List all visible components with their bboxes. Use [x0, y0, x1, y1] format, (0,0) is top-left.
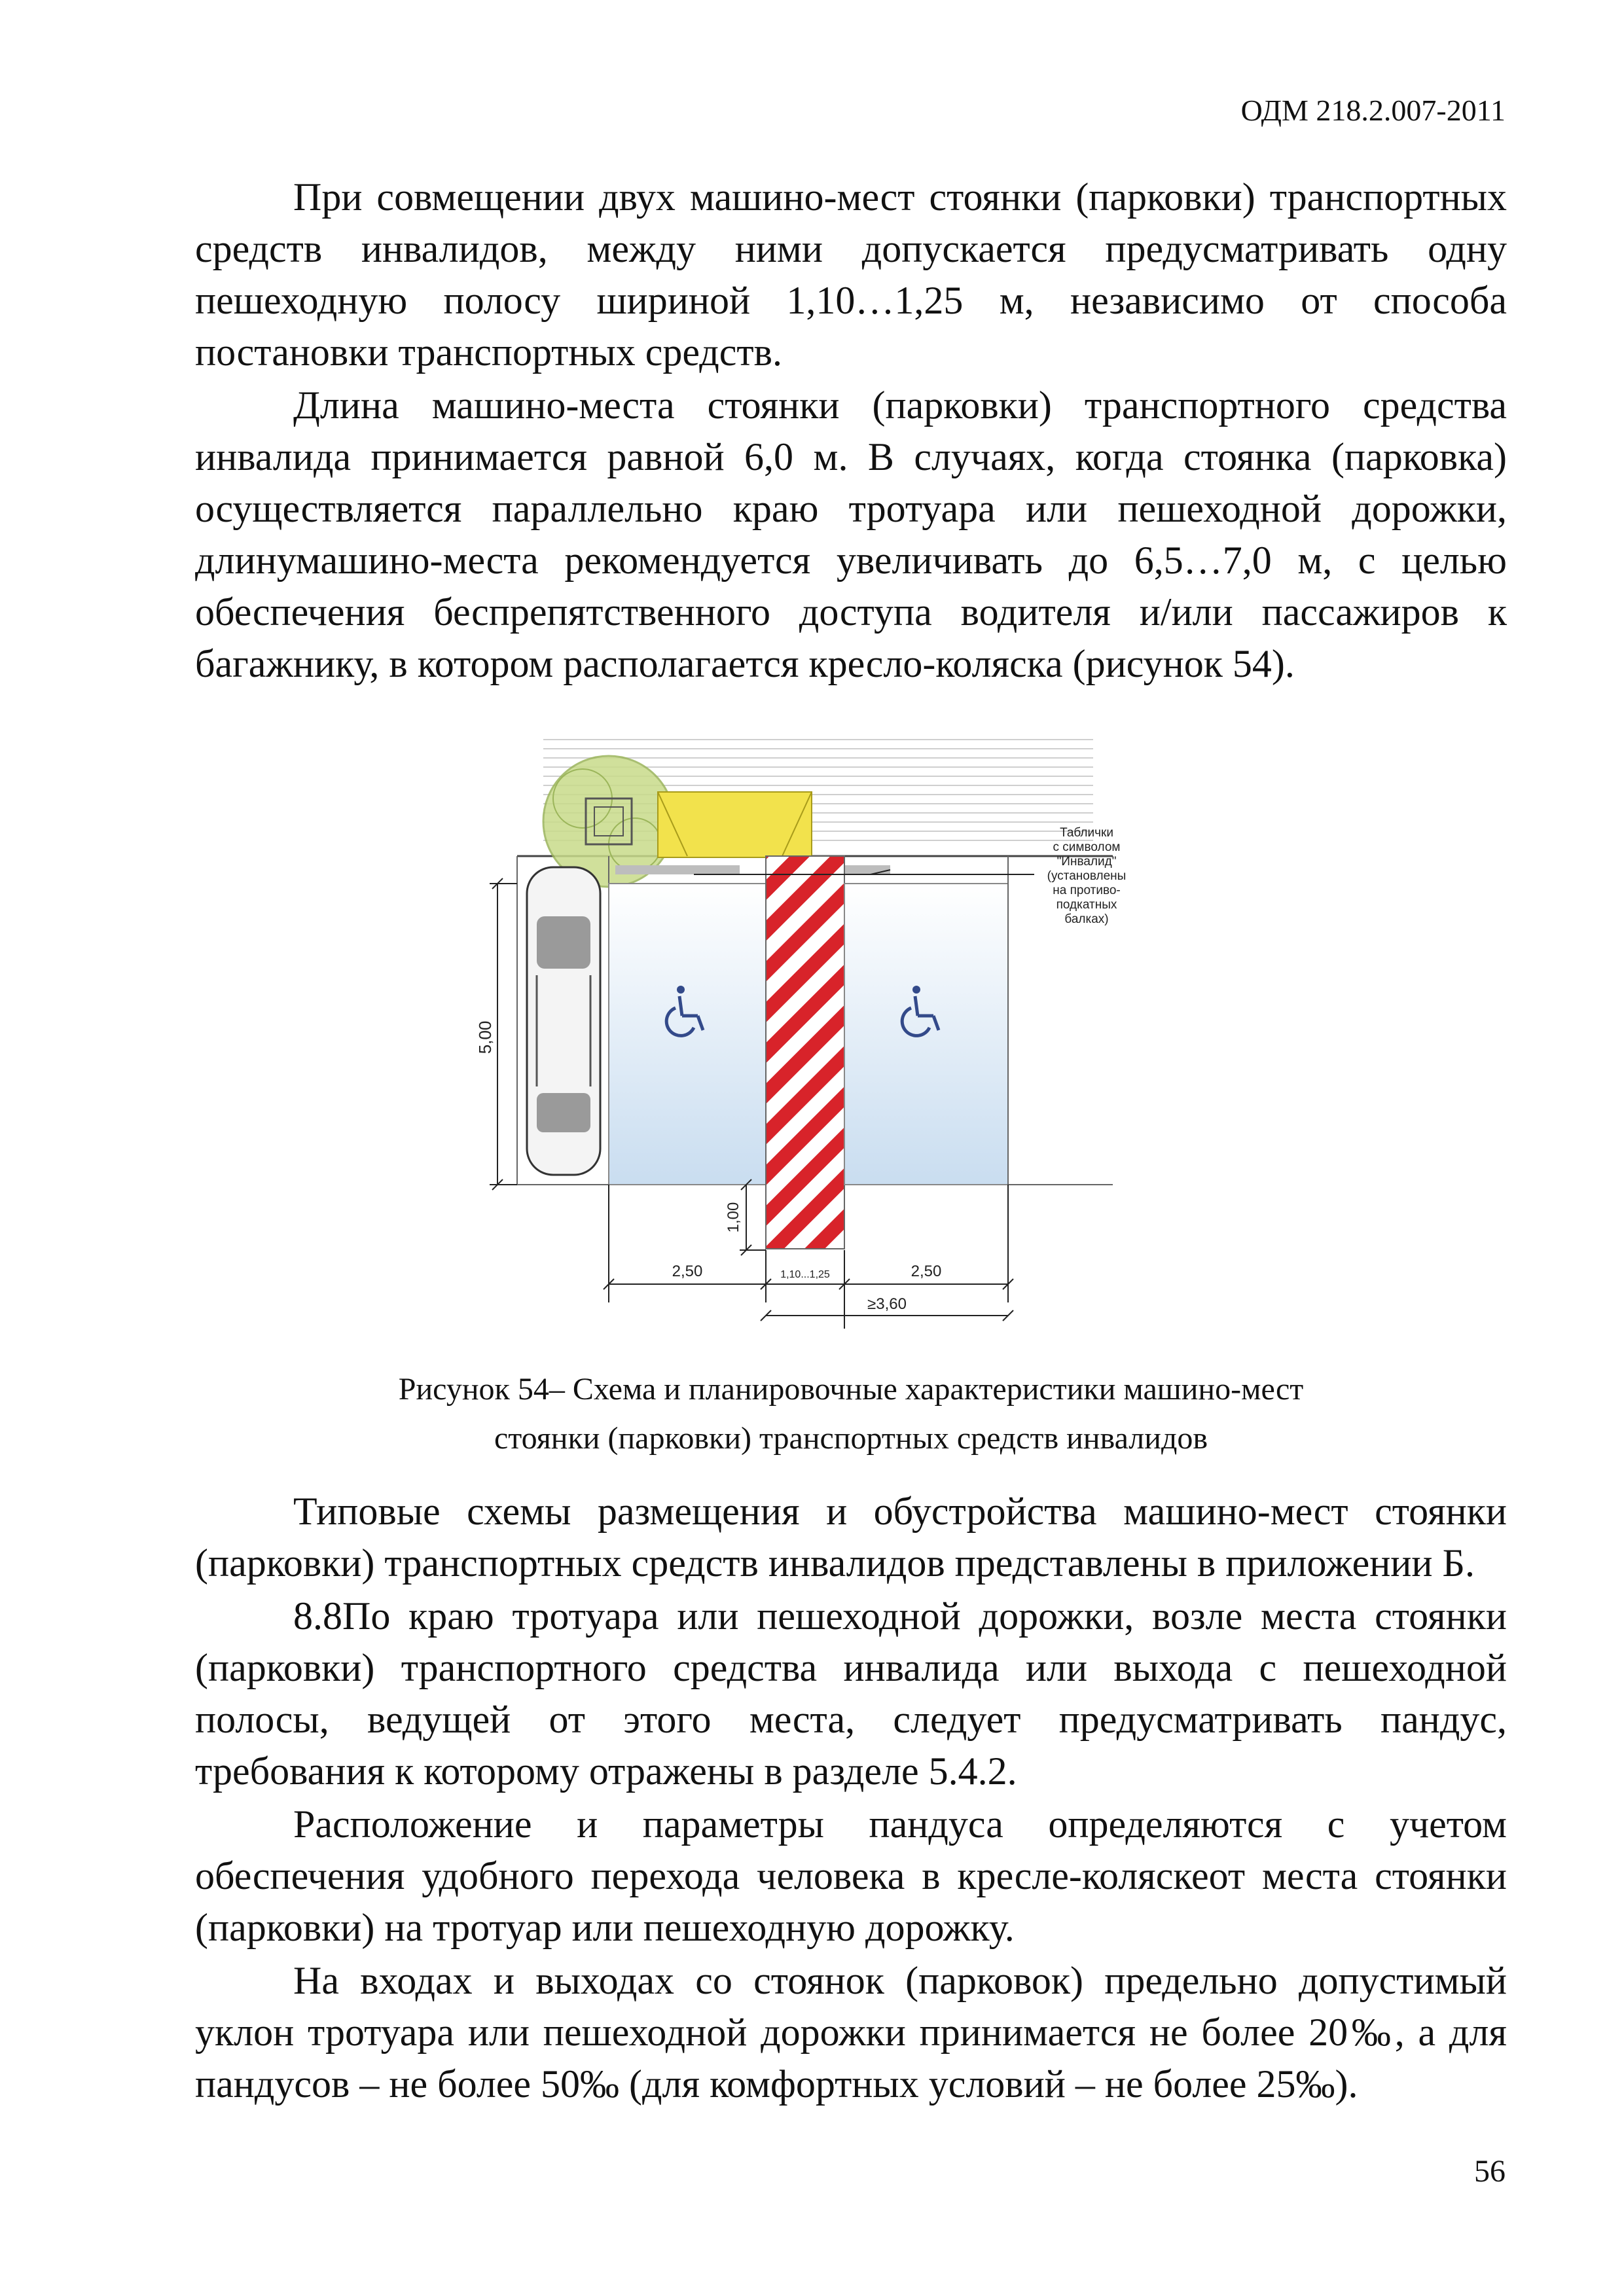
paragraph: Расположение и параметры пандуса определяются с учетом обеспечения удобного перехода человека в кресле-коляскеот места стоянки (парковки) на тротуар или пешеходную дорожку.	[195, 1803, 1507, 1949]
pedestrian-lane	[766, 856, 844, 1249]
parking-diagram	[471, 726, 1257, 1335]
caption-line: стоянки (парковки) транспортных средств инвалидов	[494, 1421, 1208, 1456]
document-code-header: ОДМ 218.2.007-2011	[1240, 94, 1506, 127]
dimension-label: 1,10...1,25	[780, 1269, 830, 1280]
sign-label-line: с символом	[1053, 840, 1121, 854]
text-block-bottom	[195, 1486, 1507, 2110]
sign-label-line: "Инвалид"	[1056, 855, 1117, 869]
dimension-1-00	[740, 1179, 766, 1255]
paragraph: 8.8По краю тротуара или пешеходной дорожки, возле места стоянки (парковки) транспортного средства инвалида или выхода с пешеходной полосы, ведущей от этого места, следует предусматривать пандус, требования к которому отражены в разделе 5.4.2.	[195, 1594, 1507, 1793]
paragraph: Типовые схемы размещения и обустройства машино-мест стоянки (парковки) транспортных средств инвалидов представлены в приложении Б.	[195, 1490, 1507, 1585]
paragraph: Длина машино-места стоянки (парковки) транспортного средства инвалида принимается равной 6,0 м. В случаях, когда стоянка (парковка) осуществляется параллельно краю тротуара или пешеходной дорожки, длинумашино-места рекомендуется увеличивать до 6,5…7,0 м, с целью обеспечения беспрепятственного доступа водителя и/или пассажиров к багажнику, в котором располагается кресло-коляска (рисунок 54).	[195, 384, 1507, 685]
figure-parking-scheme	[471, 726, 1257, 1335]
sign-label-line: балках)	[1064, 912, 1109, 926]
sign-label-line: подкатных	[1056, 898, 1117, 912]
dimension-label: 2,50	[911, 1263, 942, 1280]
sign-label-line: (установлены	[1047, 869, 1127, 883]
dimension-label: ≥3,60	[867, 1295, 907, 1313]
sign-beam-left	[615, 865, 740, 874]
sign-box	[658, 792, 812, 857]
car-icon	[527, 867, 600, 1175]
dimension-label: 5,00	[475, 1020, 495, 1054]
sign-label-line: Таблички	[1060, 826, 1113, 840]
sign-label	[1047, 826, 1127, 926]
page-number: 56	[1474, 2154, 1506, 2189]
figure-caption	[195, 1365, 1507, 1463]
paragraph: На входах и выходах со стоянок (парковок) предельно допустимый уклон тротуара или пешеходной дорожки принимается не более 20‰, а для пандусов – не более 50‰ (для комфортных условий – не более 25‰).	[195, 1959, 1507, 2106]
paragraph: При совмещении двух машино-мест стоянки (парковки) транспортных средств инвалидов, между ними допускается предусматривать одну пешеходную полосу шириной 1,10…1,25 м, независимо от способа постановки транспортных средств.	[195, 175, 1507, 374]
text-block-top	[195, 171, 1507, 690]
caption-line: Рисунок 54– Схема и планировочные характеристики машино-мест	[398, 1372, 1304, 1407]
dimension-label: 2,50	[672, 1263, 703, 1280]
dimension-label: 1,00	[725, 1202, 742, 1233]
sign-label-line: на противо-	[1053, 884, 1121, 897]
